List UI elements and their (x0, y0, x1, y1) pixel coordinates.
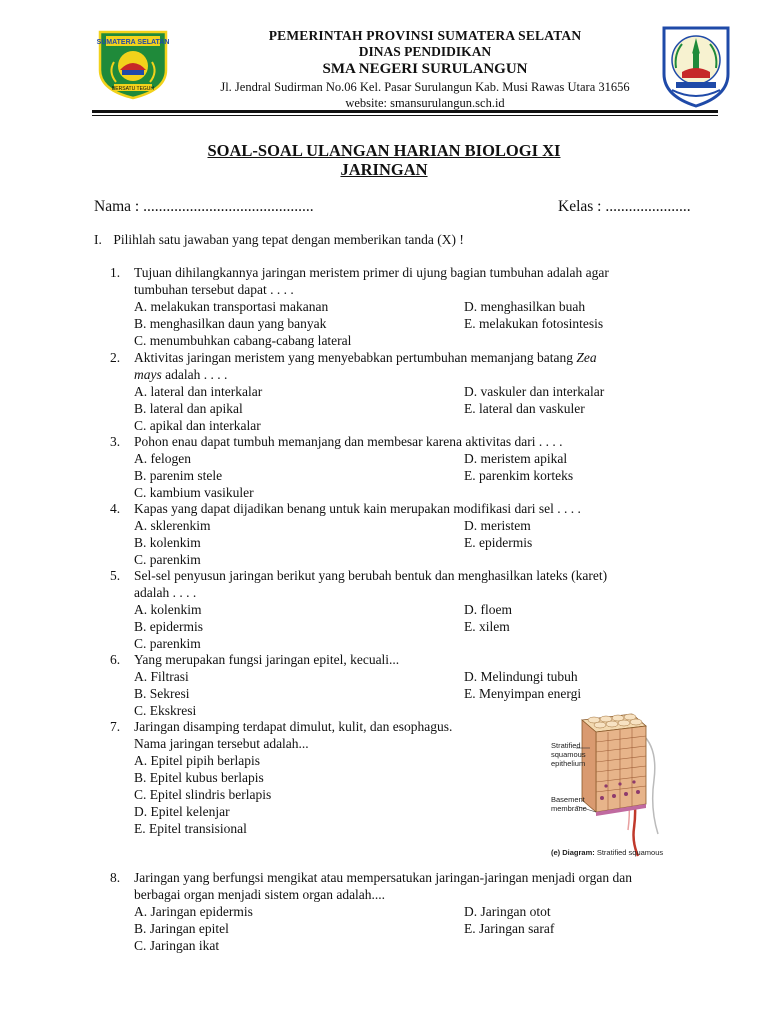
figure-caption-bold: (e) Diagram: (551, 848, 595, 857)
option-a[interactable]: A. sklerenkim (134, 518, 211, 533)
school-name: SMA NEGERI SURULANGUN (322, 61, 528, 77)
question-number: 8. (110, 870, 121, 885)
option-e[interactable]: E. Jaringan saraf (464, 921, 555, 936)
option-b[interactable]: B. Epitel kubus berlapis (134, 770, 264, 785)
question-text-continued: berbagai organ menjadi sistem organ adalah.... (134, 887, 386, 902)
option-a[interactable]: A. kolenkim (134, 602, 202, 617)
option-a[interactable]: A. Filtrasi (134, 669, 189, 684)
question-5 (110, 567, 734, 651)
option-a[interactable]: A. lateral dan interkalar (134, 384, 263, 399)
option-c[interactable]: C. apikal dan interkalar (134, 418, 261, 433)
question-text: Yang merupakan fungsi jaringan epitel, kecuali... (134, 652, 400, 667)
question-text-continued: Nama jaringan tersebut adalah... (134, 736, 309, 751)
question-2 (110, 349, 734, 433)
option-e[interactable]: E. epidermis (464, 535, 533, 550)
option-c[interactable]: C. Jaringan ikat (134, 938, 220, 953)
sma-surulangun-logo (660, 24, 732, 108)
option-a[interactable]: A. Jaringan epidermis (134, 904, 253, 919)
option-d[interactable]: D. Melindungi tubuh (464, 669, 578, 684)
question-number: 3. (110, 434, 121, 449)
figure-label-line: epithelium (551, 759, 586, 768)
option-b[interactable]: B. lateral dan apikal (134, 401, 243, 416)
question-8 (110, 869, 734, 953)
question-text-part: Aktivitas jaringan meristem yang menyebabkan pertumbuhan memanjang batang (134, 350, 573, 365)
figure-label-line: membrane (551, 804, 587, 813)
instruction-text: Pilihlah satu jawaban yang tepat dengan memberikan tanda (X) ! (113, 232, 464, 247)
svg-text:BERSATU TEGUH: BERSATU TEGUH (111, 86, 155, 92)
figure-caption (551, 848, 663, 857)
option-d[interactable]: D. vaskuler dan interkalar (464, 384, 605, 399)
figure-label-epithelium (551, 741, 586, 768)
question-number: 2. (110, 350, 121, 365)
question-number: 4. (110, 501, 121, 516)
option-d[interactable]: D. Jaringan otot (464, 904, 551, 919)
question-6 (110, 651, 734, 718)
name-field: Nama : ............................................ (94, 198, 314, 215)
sumatera-selatan-logo (96, 26, 170, 100)
option-e[interactable]: E. Epitel transisional (134, 821, 247, 836)
option-b[interactable]: B. parenim stele (134, 468, 223, 483)
question-text: Kapas yang dapat dijadikan benang untuk kain merupakan modifikasi dari sel . . . . (134, 501, 581, 516)
option-b[interactable]: B. Jaringan epitel (134, 921, 229, 936)
question-text-continued (134, 366, 734, 383)
option-c[interactable]: C. kambium vasikuler (134, 485, 254, 500)
option-d[interactable]: D. Epitel kelenjar (134, 804, 230, 819)
option-c[interactable]: C. parenkim (134, 552, 201, 567)
question-3 (110, 433, 734, 500)
option-a[interactable]: A. felogen (134, 451, 191, 466)
option-c[interactable]: C. parenkim (134, 636, 201, 651)
option-d[interactable]: D. floem (464, 602, 512, 617)
option-c[interactable]: C. Epitel slindris berlapis (134, 787, 272, 802)
option-d[interactable]: D. menghasilkan buah (464, 299, 586, 314)
question-text-continued: tumbuhan tersebut dapat . . . . (134, 282, 294, 297)
option-d[interactable]: D. meristem apikal (464, 451, 568, 466)
option-b[interactable]: B. Sekresi (134, 686, 190, 701)
option-a[interactable]: A. melakukan transportasi makanan (134, 299, 329, 314)
figure-label-line: Basement (551, 795, 585, 804)
question-4 (110, 500, 734, 567)
question-number: 1. (110, 265, 121, 280)
question-text: Pohon enau dapat tumbuh memanjang dan membesar karena aktivitas dari . . . . (134, 434, 563, 449)
class-field: Kelas : ...................... (558, 198, 691, 215)
header-divider-thin (92, 115, 718, 116)
species-epithet: mays (134, 367, 162, 382)
question-text: Sel-sel penyusun jaringan berikut yang berubah bentuk dan menghasilkan lateks (karet) (134, 568, 608, 583)
option-e[interactable]: E. lateral dan vaskuler (464, 401, 585, 416)
question-text: Tujuan dihilangkannya jaringan meristem primer di ujung bagian tumbuhan adalah agar (134, 265, 609, 280)
svg-text:SUMATERA SELATAN: SUMATERA SELATAN (96, 39, 170, 46)
school-website: website: smansurulangun.sch.id (345, 96, 505, 110)
question-text-part: adalah . . . . (161, 367, 228, 382)
figure-label-basement (551, 795, 587, 813)
option-b[interactable]: B. menghasilkan daun yang banyak (134, 316, 327, 331)
question-text-continued: adalah . . . . (134, 585, 197, 600)
stratified-squamous-diagram (546, 708, 678, 860)
question-number: 7. (110, 719, 121, 734)
header-divider-thick (92, 110, 718, 113)
question-number: 5. (110, 568, 121, 583)
question-text: Jaringan disamping terdapat dimulut, kulit, dan esophagus. (134, 719, 453, 734)
option-b[interactable]: B. kolenkim (134, 535, 201, 550)
question-number: 6. (110, 652, 121, 667)
option-b[interactable]: B. epidermis (134, 619, 203, 634)
question-1 (110, 264, 734, 348)
letterhead (180, 28, 670, 111)
instruction-number: I. (94, 232, 102, 247)
option-e[interactable]: E. Menyimpan energi (464, 686, 582, 701)
government-name: PEMERINTAH PROVINSI SUMATERA SELATAN (268, 28, 582, 43)
figure-label-line: squamous (551, 750, 586, 759)
question-text: Jaringan yang berfungsi mengikat atau mempersatukan jaringan-jaringan menjadi organ dan (134, 870, 632, 885)
department-name: DINAS PENDIDIKAN (358, 44, 492, 59)
school-address: Jl. Jendral Sudirman No.06 Kel. Pasar Surulangun Kab. Musi Rawas Utara 31656 (220, 80, 630, 94)
option-c[interactable]: C. menumbuhkan cabang-cabang lateral (134, 333, 352, 348)
exam-topic: JARINGAN (340, 160, 428, 179)
figure-caption-text: Stratified squamous (594, 848, 664, 857)
species-genus: Zea (576, 350, 597, 365)
option-e[interactable]: E. parenkim korteks (464, 468, 574, 483)
question-text (134, 349, 734, 366)
exam-title: SOAL-SOAL ULANGAN HARIAN BIOLOGI XI (207, 141, 561, 160)
option-e[interactable]: E. melakukan fotosintesis (464, 316, 604, 331)
option-d[interactable]: D. meristem (464, 518, 531, 533)
option-a[interactable]: A. Epitel pipih berlapis (134, 753, 260, 768)
option-c[interactable]: C. Ekskresi (134, 703, 197, 718)
figure-label-line: Stratified (551, 741, 581, 750)
instruction (94, 232, 464, 248)
option-e[interactable]: E. xilem (464, 619, 510, 634)
